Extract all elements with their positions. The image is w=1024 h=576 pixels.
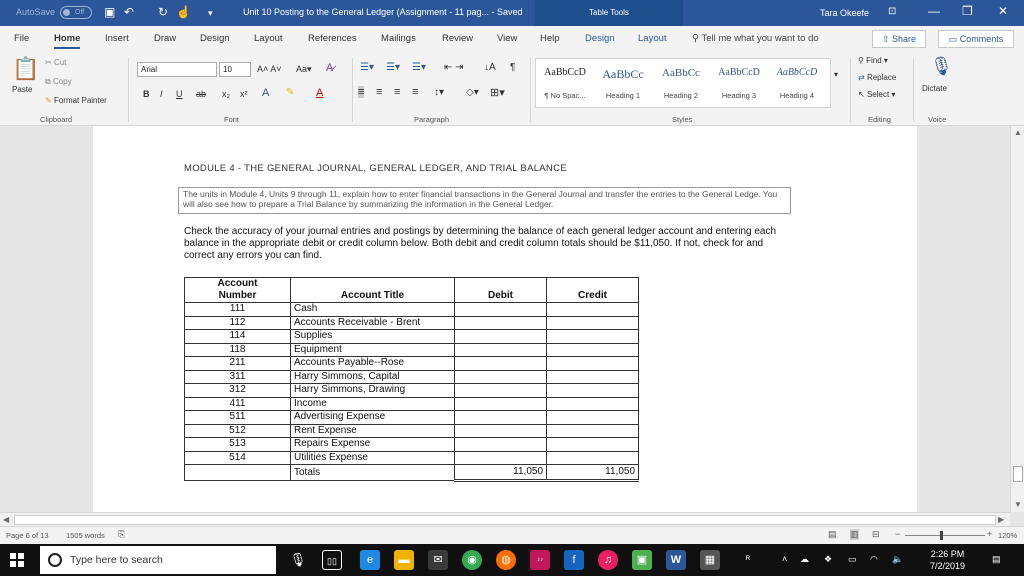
credit-cell[interactable] [547,384,639,398]
justify-icon[interactable]: ≡ [412,86,419,98]
autosave-label: AutoSave [16,7,56,17]
pilcrow-icon[interactable]: ¶ [510,62,516,73]
copy-button[interactable] [45,77,72,87]
debit-cell[interactable] [455,303,547,317]
tab-help[interactable]: Help [540,33,560,44]
mail-icon[interactable]: ✉ [428,550,448,570]
credit-cell[interactable] [547,424,639,438]
title-bar [0,0,1024,26]
tab-insert[interactable]: Insert [105,33,129,44]
comments-button[interactable] [938,30,1014,48]
weather-icon[interactable]: ☁ [800,554,809,564]
paragraph-group-label: Paragraph [414,115,450,124]
cut-button[interactable] [45,58,66,67]
comments-label: Comments [959,34,1004,44]
minimize-button[interactable]: — [928,4,940,18]
font-size-select[interactable]: 10 [219,62,251,77]
align-left-icon[interactable]: ≡ [358,86,365,98]
scroll-down-icon[interactable]: ▼ [1014,500,1022,509]
account-number-cell[interactable]: 111 [185,303,291,317]
tab-layout[interactable]: Layout [254,33,283,44]
tab-draw[interactable]: Draw [154,33,177,44]
account-number-cell[interactable]: 311 [185,370,291,384]
numbering-icon[interactable]: ☰▾ [386,62,400,73]
taskbar [0,544,1024,576]
cortana-icon [48,553,62,567]
bold-icon[interactable]: B [143,89,150,99]
trial-balance-table [184,277,639,482]
editing-group-label: Editing [868,115,891,124]
account-title-cell[interactable]: Income [291,397,455,411]
debit-cell[interactable] [455,330,547,344]
account-title-cell[interactable]: Cash [291,303,455,317]
itunes-icon[interactable]: ♫ [598,550,618,570]
table-row [185,370,639,384]
photos-icon[interactable]: ▣ [632,550,652,570]
styles-group-label: Styles [672,115,693,124]
debit-cell[interactable] [455,438,547,452]
debit-cell[interactable] [455,397,547,411]
account-number-cell[interactable]: 514 [185,451,291,465]
underline-icon[interactable]: U [176,89,183,99]
document-title: Unit 10 Posting to the General Ledger (Assignment - 11 pag... - Saved [243,7,523,17]
find-label: Find [866,56,882,65]
table-row [185,411,639,425]
header-account-number-line2: Number [218,290,257,301]
ribbon-separator [128,58,129,122]
format-painter-button[interactable] [45,96,107,105]
scroll-left-icon[interactable]: ◀ [3,515,10,524]
dictate-button[interactable]: Dictate [922,84,947,93]
word-count[interactable]: 1505 words [66,531,105,540]
clear-formatting-icon[interactable]: A̷ [326,62,334,74]
zoom-level[interactable]: 120% [998,531,1018,540]
style-sample: AaBbCc [602,67,644,81]
scroll-right-icon[interactable]: ▶ [998,515,1005,524]
ribbon-separator [913,58,914,122]
task-view-icon[interactable]: ▯▯ [322,550,342,570]
autosave-toggle[interactable]: Off [60,6,92,19]
taskbar-search-placeholder: Type here to search [70,554,163,566]
comment-icon: ▭ [948,34,960,44]
tab-table-design[interactable]: Design [585,33,615,44]
style-heading-1[interactable] [594,59,652,107]
redo-icon[interactable]: ↻ [158,5,169,19]
borders-icon[interactable]: ⊞▾ [490,87,505,99]
save-icon[interactable]: ▣ [104,5,116,19]
dropbox-icon[interactable]: ❖ [824,554,833,564]
firefox-icon[interactable]: ◍ [496,550,516,570]
microphone-icon[interactable]: 🎙 [289,552,307,567]
table-row [185,451,639,465]
style-name: Heading 3 [721,91,757,100]
select-icon: ↖ [858,90,867,99]
subscript-icon[interactable]: x₂ [222,89,230,99]
status-bar [0,526,1024,544]
table-row [185,303,639,317]
scroll-up-icon[interactable]: ▲ [1014,128,1022,137]
zoom-slider-thumb[interactable] [940,531,943,540]
file-explorer-icon[interactable]: ▬ [394,550,414,570]
show-hidden-icons[interactable]: ˄ [782,554,788,564]
superscript-icon[interactable]: x² [240,89,248,99]
style-heading-3[interactable] [710,59,768,107]
styles-gallery [535,58,831,108]
edge-icon[interactable]: e [360,550,380,570]
tab-file[interactable]: File [14,33,30,44]
style-sample: AaBbCc [662,67,700,79]
select-button[interactable]: ↖ Select ▾ [858,90,896,99]
clock-time: 2:26 PM [930,549,965,559]
align-right-icon[interactable]: ≡ [394,86,401,98]
music-app-icon[interactable]: ♪♪ [530,550,550,570]
share-label: Share [892,34,917,44]
multilevel-list-icon[interactable]: ☰▾ [412,62,426,73]
share-icon: ⇧ [881,34,892,44]
find-icon: ⚲ [858,56,867,65]
voice-group-label: Voice [928,115,947,124]
debit-cell[interactable] [455,411,547,425]
table-row [185,330,639,344]
clock-date: 7/2/2019 [930,561,966,571]
customize-qat-icon[interactable]: ▾ [208,8,213,18]
account-title-cell[interactable]: Advertising Expense [291,411,455,425]
credit-cell[interactable] [547,397,639,411]
ribbon [0,52,1024,126]
style-sample: AaBbCcD [718,67,760,78]
indent-icons[interactable]: ⇤ ⇥ [444,62,464,73]
account-number-cell[interactable]: 512 [185,424,291,438]
sort-icon[interactable]: ↓A [484,62,496,73]
totals-row [185,465,639,481]
tab-review[interactable]: Review [442,33,474,44]
debit-cell[interactable] [455,316,547,330]
scissors-icon: ✂ [45,58,54,67]
copy-icon: ⧉ [45,77,53,86]
totals-credit[interactable]: 11,050 [547,465,639,481]
system-clock[interactable] [930,548,965,572]
clipboard-group-label: Clipboard [40,115,73,124]
account-title-cell[interactable]: Equipment [291,343,455,357]
close-button[interactable]: ✕ [998,4,1009,18]
table-row [185,357,639,371]
style-name: Heading 4 [779,91,815,100]
undo-icon[interactable]: ↶ [124,5,135,19]
header-account-number [185,278,291,303]
table-header-row [185,278,639,303]
cut-label: Cut [53,58,67,67]
table-row [185,316,639,330]
share-button[interactable] [872,30,926,48]
tab-references[interactable]: References [308,33,357,44]
account-title-cell[interactable]: Supplies [291,330,455,344]
highlight-icon[interactable]: ✎ [286,87,295,98]
account-title-cell[interactable]: Utilities Expense [291,451,455,465]
credit-cell[interactable] [547,451,639,465]
people-icon[interactable]: ᴿ [746,554,751,564]
facebook-icon[interactable]: f [564,550,584,570]
zoom-in-icon[interactable]: + [987,529,993,539]
wifi-icon[interactable]: ◠ [870,554,878,564]
vertical-scrollbar[interactable] [1010,126,1024,512]
debit-cell[interactable] [455,357,547,371]
style-name: ¶ No Spac... [544,91,586,100]
header-account-number-line1: Account [217,278,258,289]
account-number-cell[interactable]: 118 [185,343,291,357]
style-name: Heading 1 [605,91,641,100]
totals-number-cell[interactable] [185,465,291,481]
account-title-cell[interactable]: Repairs Expense [291,438,455,452]
font-name-select[interactable]: Arial [137,62,217,77]
calculator-icon[interactable]: ▦ [700,550,720,570]
account-title-cell[interactable]: Accounts Receivable - Brent [291,316,455,330]
debit-cell[interactable] [455,424,547,438]
credit-cell[interactable] [547,303,639,317]
read-mode-icon[interactable]: ▤ [828,529,837,539]
account-title-cell[interactable]: Harry Simmons, Capital [291,370,455,384]
tell-me-text: Tell me what you want to do [701,33,819,44]
font-color-icon[interactable]: A [316,87,324,99]
replace-icon: ⇄ [858,73,867,82]
styles-more-icon[interactable]: ▾ [834,70,839,79]
tab-table-layout[interactable]: Layout [638,33,667,44]
restore-button[interactable]: ❐ [962,4,973,18]
paintbrush-icon: ✎ [45,96,54,105]
windows-start-icon[interactable] [10,553,24,567]
format-painter-label: Format Painter [53,96,107,105]
style-no-spacing[interactable] [536,59,594,107]
ribbon-separator [530,58,531,122]
touch-mode-icon[interactable]: ☝ [176,5,191,19]
volume-icon[interactable]: 🔈 [892,554,904,564]
table-row [185,343,639,357]
page-count[interactable]: Page 6 of 13 [6,531,49,540]
replace-label: Replace [866,73,897,82]
debit-cell[interactable] [455,343,547,357]
copy-label: Copy [52,77,72,86]
search-icon: ⚲ [692,33,702,44]
vertical-scroll-thumb[interactable] [1013,466,1023,482]
select-label: Select [866,90,890,99]
strikethrough-icon[interactable]: ab [196,89,207,99]
debit-cell[interactable] [455,451,547,465]
account-title-cell[interactable]: Harry Simmons, Drawing [291,384,455,398]
replace-button[interactable] [858,73,896,82]
credit-cell[interactable] [547,357,639,371]
account-number-cell[interactable]: 411 [185,397,291,411]
line-spacing-icon[interactable]: ↕▾ [434,87,445,98]
ribbon-separator [352,58,353,122]
style-heading-4[interactable] [768,59,826,107]
document-area [0,126,1010,512]
account-number-cell[interactable]: 511 [185,411,291,425]
credit-cell[interactable] [547,411,639,425]
debit-cell[interactable] [455,370,547,384]
account-number-cell[interactable]: 114 [185,330,291,344]
table-row [185,424,639,438]
header-account-title: Account Title [291,278,455,303]
credit-cell[interactable] [547,330,639,344]
zoom-out-icon[interactable]: − [895,529,901,539]
style-name: Heading 2 [663,91,699,100]
instructions-paragraph: Check the accuracy of your journal entries and postings by determining the balance of each general ledger account and entering each balance in the appropriate debit or credit column below. Both debit and credit column totals should be $11,050. If not, check for and correct any errors you can find. [184,226,777,261]
taskbar-search-box[interactable] [40,546,276,574]
shading-icon[interactable]: ◇▾ [466,87,479,98]
credit-cell[interactable] [547,438,639,452]
change-case-icon[interactable]: Aa▾ [296,64,312,74]
horizontal-scroll-thumb[interactable] [14,515,996,525]
tab-design[interactable]: Design [200,33,230,44]
credit-cell[interactable] [547,316,639,330]
paste-icon[interactable]: 📋 [12,56,40,81]
paste-button[interactable]: Paste [12,85,33,94]
web-layout-icon[interactable]: ⊟ [872,529,880,539]
intro-text-box: The units in Module 4, Units 9 through 11, explain how to enter financial transactions in the General Journal and transfer the entries to the General Ledge. You will also see how to prepare a Trial Balance by summarizing the information in the General Ledger. [178,187,791,214]
style-sample: AaBbCcD [776,67,818,78]
tab-mailings[interactable]: Mailings [381,33,416,44]
account-title-cell[interactable]: Accounts Payable--Rose [291,357,455,371]
tab-view[interactable]: View [497,33,518,44]
header-credit: Credit [547,278,639,303]
user-name[interactable]: Tara Okeefe [820,8,870,18]
proofing-icon[interactable]: ⎘ [118,529,126,539]
horizontal-scrollbar[interactable] [0,512,1010,526]
credit-cell[interactable] [547,370,639,384]
find-button[interactable]: ⚲ Find ▾ [858,56,888,65]
italic-icon[interactable]: I [160,89,163,99]
table-tools-label: Table Tools [535,0,683,26]
document-page[interactable] [93,126,917,512]
microphone-icon[interactable]: 🎙 [930,56,953,76]
battery-icon[interactable]: ▭ [848,554,857,564]
account-number-cell[interactable]: 211 [185,357,291,371]
notifications-icon[interactable]: ▤ [992,554,1001,564]
zoom-slider[interactable] [905,535,985,536]
chrome-icon[interactable]: ◉ [462,550,482,570]
style-heading-2[interactable] [652,59,710,107]
table-row [185,438,639,452]
ribbon-separator [850,58,851,122]
account-title-cell[interactable]: Rent Expense [291,424,455,438]
header-debit: Debit [455,278,547,303]
print-layout-icon[interactable]: ▥ [850,529,859,539]
text-effects-icon[interactable]: A [262,87,270,99]
style-sample: AaBbCcD [544,67,586,78]
module-heading: MODULE 4 - THE GENERAL JOURNAL, GENERAL LEDGER, AND TRIAL BALANCE [184,163,567,174]
font-group-label: Font [224,115,240,124]
totals-debit[interactable]: 11,050 [455,465,547,481]
debit-cell[interactable] [455,384,547,398]
menu-bar [0,26,1024,52]
account-number-cell[interactable]: 513 [185,438,291,452]
totals-label[interactable]: Totals [291,465,455,481]
credit-cell[interactable] [547,343,639,357]
tab-home[interactable]: Home [54,33,80,49]
word-taskbar-icon[interactable]: W [666,550,686,570]
ribbon-display-icon[interactable]: ⊡ [888,6,897,17]
align-center-icon[interactable]: ≡ [376,86,383,98]
table-row [185,384,639,398]
tell-me-box[interactable] [692,33,819,44]
account-number-cell[interactable]: 312 [185,384,291,398]
table-row [185,397,639,411]
bullets-icon[interactable]: ☰▾ [360,62,374,73]
grow-font-icon[interactable]: A˄ A˅ [257,64,282,74]
account-number-cell[interactable]: 112 [185,316,291,330]
